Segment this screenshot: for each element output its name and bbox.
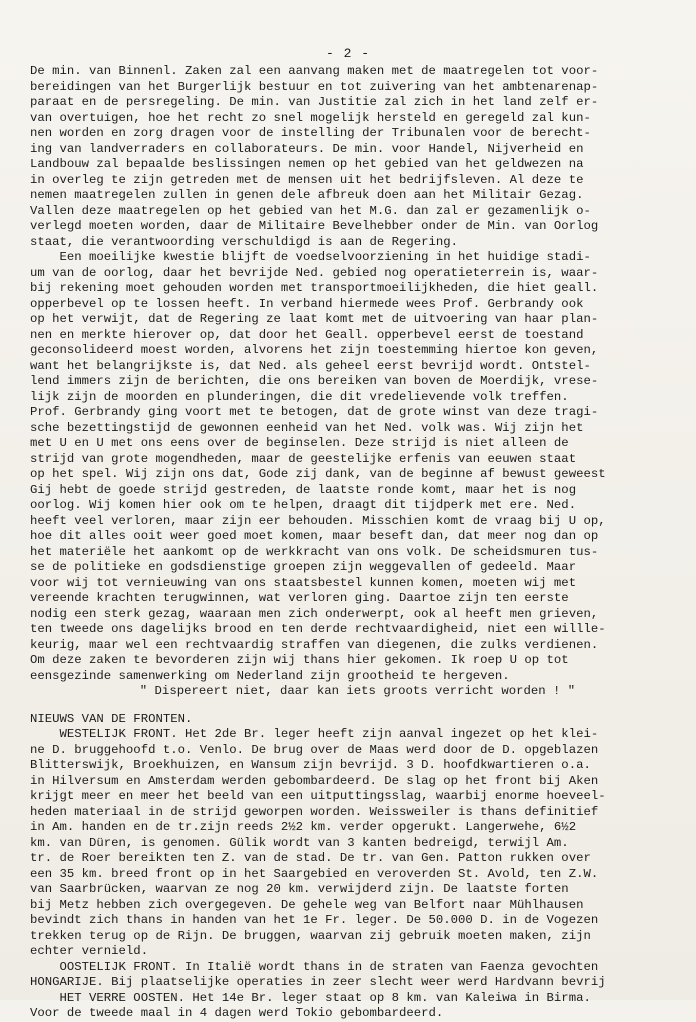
government-statement-paragraph <box>30 64 685 684</box>
section-gap <box>30 700 685 710</box>
text-line: lend immers zijn de berichten, die ons bereiken van boven de Moerdijk, vrese- <box>30 374 599 388</box>
text-line: Landbouw zal bepaalde beslissingen nemen op het gebied van het geldwezen na <box>30 157 584 171</box>
text-line: bevindt zich thans in handen van het 1e Fr. leger. De 50.000 D. in de Vogezen <box>30 913 599 927</box>
text-line: nodig een sterk gezag, waaraan men zich onderwerpt, ook al heeft men grieven, <box>30 606 599 621</box>
text-line: van Saarbrücken, waarvan ze nog 20 km. verwijderd zijn. De laatste forten <box>30 882 569 896</box>
text-line: OOSTELIJK FRONT. In Italië wordt thans in de straten van Faenza gevochten <box>30 959 599 974</box>
text-line: het materiële het aankomt op de werkkracht van ons volk. De scheidsmuren tus- <box>30 544 599 559</box>
text-line: bij rekening moet gehouden worden met transportmoeilijkheden, die hiet geall. <box>30 281 599 295</box>
text-line: eensgezinde samenwerking om Nederland zijn grootheid te hergeven. <box>30 668 510 683</box>
text-line: Vallen deze maatregelen op het gebied van het M.G. dan zal er gezamenlijk o- <box>30 203 591 218</box>
page-number: - 2 - <box>325 46 370 61</box>
document-body <box>30 64 685 1022</box>
text-line: nen worden en zorg dragen voor de instelling der Tribunalen voor de berecht- <box>30 126 591 140</box>
text-line: km. van Düren, is genomen. Gülik wordt van 3 kanten bedreigd, terwijl Am. <box>30 835 569 850</box>
text-line: ten tweede ons dagelijks brood en ten derde rechtvaardigheid, niet een willle- <box>30 622 606 636</box>
text-line: paraat en de persregeling. De min. van Justitie zal zich in het land zelf er- <box>30 95 599 109</box>
text-line: vereende krachten terugwinnen, wat verloren ging. Daartoe zijn ten eerste <box>30 591 569 605</box>
text-line: krijgt meer en meer het beeld van een uitputtingsslag, waarbij enorme hoeveel- <box>30 789 606 803</box>
text-line: nen en merkte hierover op, dat door het Geall. opperbevel eerst de toestand <box>30 327 584 342</box>
text-line: op het verwijt, dat de Regering ze laat komt met de uitvoering van haar plan- <box>30 312 599 326</box>
text-line: Blitterswijk, Broekhuizen, en Wansum zijn bevrijd. 3 D. hoofdkwartieren o.a. <box>30 758 591 772</box>
text-line: een 35 km. breed front op in het Saargebied en veroverden St. Avold, ten Z.W. <box>30 866 599 881</box>
text-line: van overtuigen, hoe het recht zo snel mogelijk hersteld en geregeld zal kun- <box>30 110 591 125</box>
text-line: keurig, maar wel een rechtvaardig straffen van diegenen, die zulks verdienen. <box>30 637 599 652</box>
text-line: ne D. bruggehoofd t.o. Venlo. De brug over de Maas werd door de D. opgeblazen <box>30 742 599 757</box>
text-line: echter vernield. <box>30 944 149 958</box>
text-line: sche bezettingstijd de gewonnen eenheid van het Ned. volk was. Wij zijn het <box>30 420 584 435</box>
text-line: bereidingen van het Burgerlijk bestuur en tot zuivering van het ambtenarenap- <box>30 79 599 94</box>
text-line: bij Metz hebben zich overgegeven. De gehele weg van Belfort naar Mühlhausen <box>30 897 584 912</box>
text-line: voor wij tot vernieuwing van ons staatsbestel kunnen komen, moeten wij met <box>30 575 577 590</box>
text-line: strijd van grote mogendheden, maar de geestelijke erfenis van eeuwen staat <box>30 451 577 466</box>
front-news-paragraph <box>30 727 685 1022</box>
closing-quote: " Dispereert niet, daar kan iets groots verricht worden ! " <box>139 684 576 698</box>
text-line: Een moeilijke kwestie blijft de voedselvoorziening in het huidige stadi- <box>30 250 591 264</box>
text-line: oorlog. Wij komen hier ook om te helpen, draagt dit tijdperk met ere. Ned. <box>30 498 577 512</box>
text-line: um van de oorlog, daar het bevrijde Ned. gebied nog operatieterrein is, waar- <box>30 265 599 280</box>
text-line: lijk zijn de moorden en plunderingen, die dit vredelievende volk treffen. <box>30 389 569 404</box>
section-heading: NIEUWS VAN DE FRONTEN. <box>30 711 193 726</box>
text-line: in overleg te zijn getreden met de mensen uit het bedrijfsleven. Al deze te <box>30 172 584 187</box>
text-line: heden materiaal in de strijd geworpen worden. Weissweiler is thans definitief <box>30 804 599 819</box>
text-line: staat, die verantwoording verschuldigd is aan de Regering. <box>30 234 459 249</box>
text-line: opperbevel op te lossen heeft. In verband hiermede wees Prof. Gerbrandy ook <box>30 296 584 311</box>
text-line: ing van landverraders en collaborateurs. De min. voor Handel, Nijverheid en <box>30 141 584 156</box>
text-line: verlegd moeten worden, daar de Militaire Bevelhebber onder de Min. van Oorlog <box>30 219 599 233</box>
text-line: nemen maatregelen zullen in genen dele afbreuk doen aan het Militair Gezag. <box>30 188 584 202</box>
text-line: met U en U met ons eens over de beginselen. Deze strijd is niet alleen de <box>30 436 569 450</box>
text-line: Prof. Gerbrandy ging voort met te betogen, dat de grote winst van deze tragi- <box>30 405 599 419</box>
text-line: Gij hebt de goede strijd gestreden, de laatste ronde komt, maar het is nog <box>30 482 577 497</box>
text-line: HET VERRE OOSTEN. Het 14e Br. leger staat op 8 km. van Kaleiwa in Birma. <box>30 990 591 1005</box>
text-line: Voor de tweede maal in 4 dagen werd Tokio gebombardeerd. <box>30 1006 444 1020</box>
text-line: HONGARIJE. Bij plaatselijke operaties in zeer slecht weer werd Hardvann bevrij <box>30 975 606 989</box>
text-line: geconsolideerd moest worden, alvorens het zijn toestemming hiertoe kon geven, <box>30 343 599 357</box>
text-line: heeft veel verloren, maar zijn eer behouden. Misschien komt de vraag bij U op, <box>30 513 606 528</box>
text-line: De min. van Binnenl. Zaken zal een aanvang maken met de maatregelen tot voor- <box>30 64 599 78</box>
text-line: Om deze zaken te bevorderen zijn wij thans hier gekomen. Ik roep U op tot <box>30 653 569 667</box>
text-line: in Am. handen en de tr.zijn reeds 2½2 km. verder opgerukt. Langerwehe, 6½2 <box>30 820 577 834</box>
text-line: se de politieke en godsdienstige groepen zijn weggevallen of gedeeld. Maar <box>30 560 577 574</box>
text-line: in Hilversum en Amsterdam werden gebombardeerd. De slag op het front bij Aken <box>30 773 599 788</box>
text-line: trekken terug op de Rijn. De bruggen, waarvan zij gebruik moeten maken, zijn <box>30 928 591 943</box>
text-line: WESTELIJK FRONT. Het 2de Br. leger heeft zijn aanval ingezet op het klei- <box>30 727 599 741</box>
text-line: hoe dit alles ooit weer goed moet komen, maar beseft dan, dat meer nog dan op <box>30 529 599 543</box>
text-line: want het belangrijkste is, dat Ned. als geheel eerst bevrijd wordt. Ontstel- <box>30 358 591 373</box>
text-line: op het spel. Wij zijn ons dat, Gode zij dank, van de beginne af bewust geweest <box>30 467 606 481</box>
text-line: tr. de Roer bereikten ten Z. van de stad. De tr. van Gen. Patton rukken over <box>30 851 591 865</box>
